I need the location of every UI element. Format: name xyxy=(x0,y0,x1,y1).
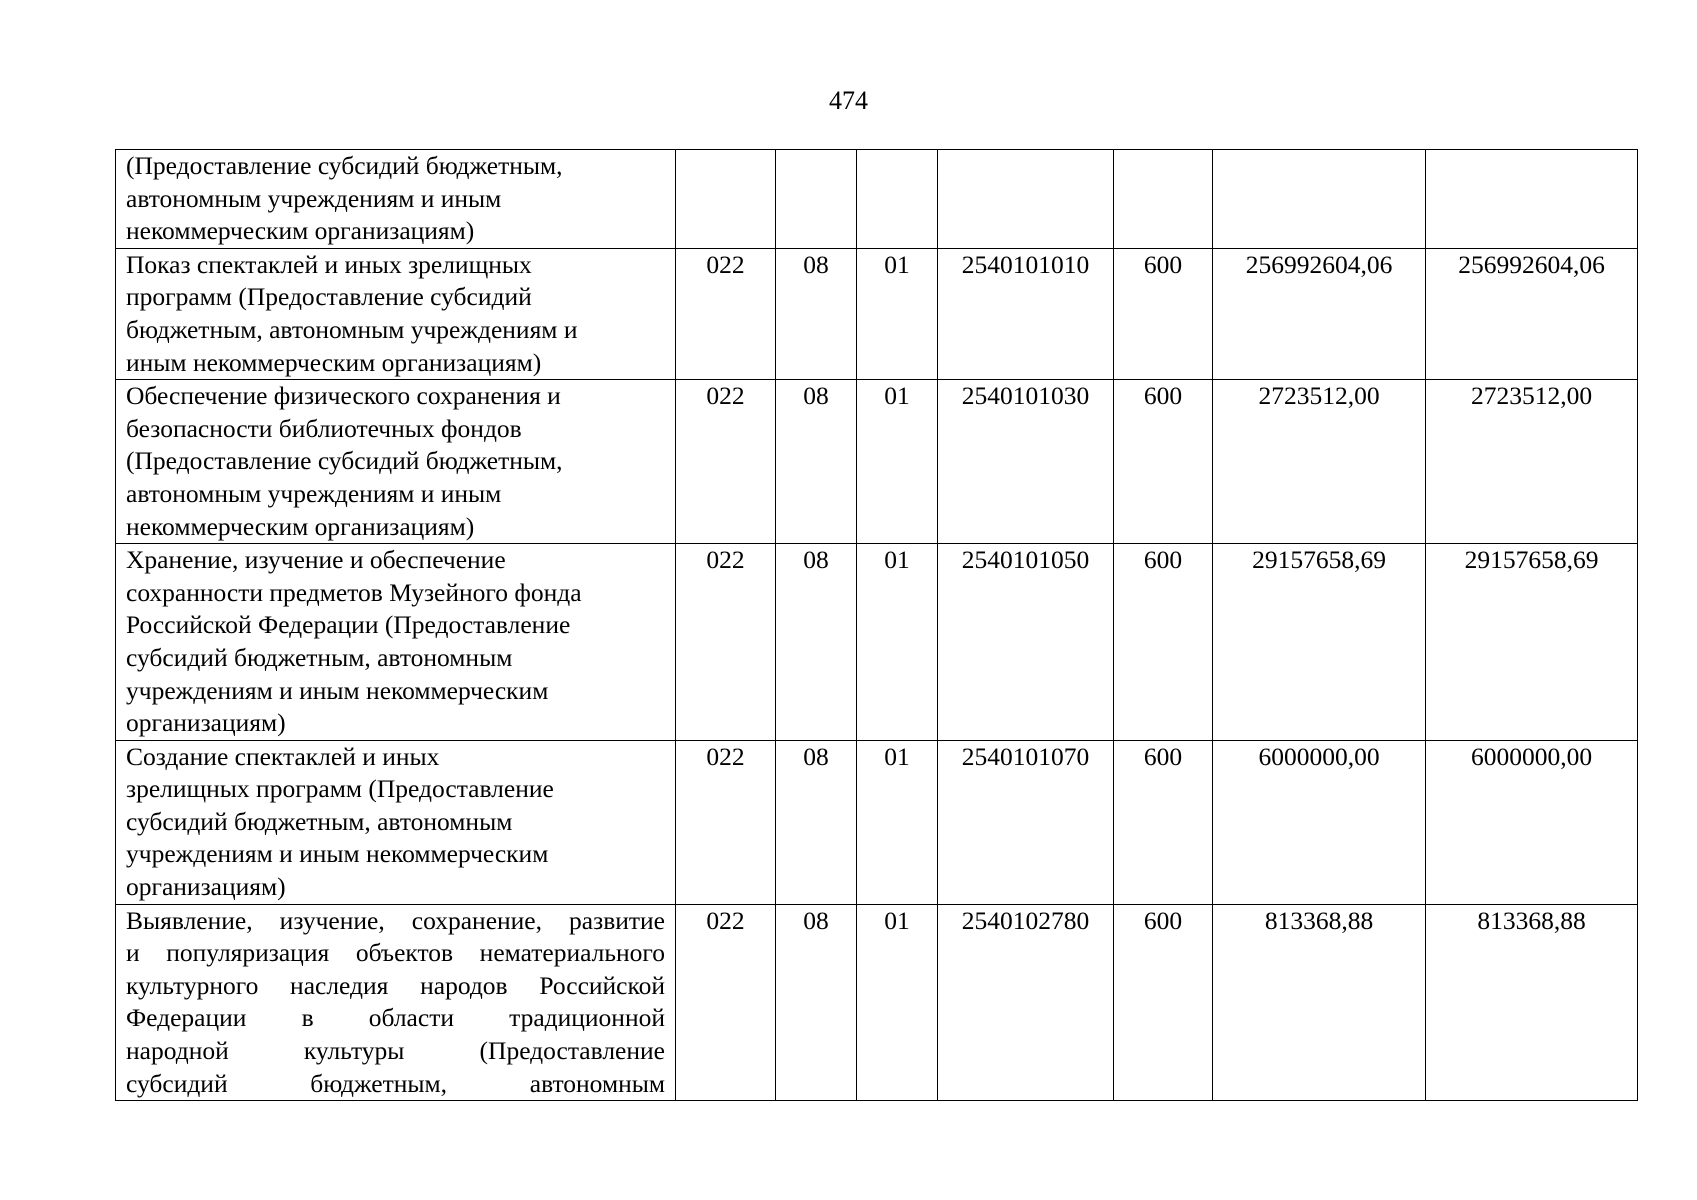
target-article-cell: 2540101030 xyxy=(938,380,1114,544)
expense-type-cell: 600 xyxy=(1114,544,1213,741)
description-line: Выявление, изучение, сохранение, развитие xyxy=(126,905,665,935)
description-line: Обеспечение физического сохранения и xyxy=(126,381,561,411)
description-line: Российской Федерации (Предоставление xyxy=(126,610,571,640)
table-body xyxy=(116,150,1638,1101)
amount-cell: 29157658,69 xyxy=(1426,544,1638,741)
description-line: иным некоммерческим организациям) xyxy=(126,347,542,377)
description-line: организациям) xyxy=(126,872,286,902)
description-line: (Предоставление субсидий бюджетным, xyxy=(126,151,563,180)
ministry-code-cell xyxy=(676,150,776,249)
row-description xyxy=(116,740,676,904)
description-line: культурного наследия народов Российской xyxy=(126,970,665,1000)
row-description xyxy=(116,150,676,249)
subsection-code-cell: 01 xyxy=(857,904,938,1101)
section-code-cell: 08 xyxy=(776,380,857,544)
description-line: некоммерческим организациям) xyxy=(126,511,475,541)
description-line: бюджетным, автономным учреждениям и xyxy=(126,314,578,344)
amount-cell: 6000000,00 xyxy=(1426,740,1638,904)
expense-type-cell: 600 xyxy=(1114,740,1213,904)
subsection-code-cell: 01 xyxy=(857,380,938,544)
table-row xyxy=(116,544,1638,741)
description-line: учреждениям и иным некоммерческим xyxy=(126,675,549,705)
ministry-code-cell: 022 xyxy=(676,380,776,544)
target-article-cell: 2540101010 xyxy=(938,248,1114,379)
amount-cell: 29157658,69 xyxy=(1213,544,1426,741)
amount-cell: 256992604,06 xyxy=(1426,248,1638,379)
table-row xyxy=(116,248,1638,379)
section-code-cell: 08 xyxy=(776,544,857,741)
amount-cell: 813368,88 xyxy=(1213,904,1426,1101)
description-line: безопасности библиотечных фондов xyxy=(126,413,522,443)
section-code-cell: 08 xyxy=(776,904,857,1101)
amount-cell: 2723512,00 xyxy=(1213,380,1426,544)
expense-type-cell: 600 xyxy=(1114,380,1213,544)
description-line: и популяризация объектов нематериального xyxy=(126,938,665,968)
subsection-code-cell: 01 xyxy=(857,248,938,379)
ministry-code-cell: 022 xyxy=(676,544,776,741)
expense-type-cell xyxy=(1114,150,1213,249)
description-line: субсидий бюджетным, автономным xyxy=(126,806,513,836)
section-code-cell xyxy=(776,150,857,249)
amount-cell xyxy=(1426,150,1638,249)
description-line: программ (Предоставление субсидий xyxy=(126,282,532,312)
amount-cell: 6000000,00 xyxy=(1213,740,1426,904)
target-article-cell: 2540101070 xyxy=(938,740,1114,904)
amount-cell xyxy=(1213,150,1426,249)
description-line: субсидий бюджетным, автономным xyxy=(126,642,513,672)
description-line: зрелищных программ (Предоставление xyxy=(126,774,554,804)
ministry-code-cell: 022 xyxy=(676,740,776,904)
section-code-cell: 08 xyxy=(776,248,857,379)
description-line: организациям) xyxy=(126,708,286,738)
subsection-code-cell: 01 xyxy=(857,740,938,904)
description-line: Хранение, изучение и обеспечение xyxy=(126,545,506,575)
description-line: сохранности предметов Музейного фонда xyxy=(126,577,582,607)
target-article-cell: 2540101050 xyxy=(938,544,1114,741)
table-row xyxy=(116,740,1638,904)
budget-table xyxy=(115,149,1638,1101)
table-row xyxy=(116,150,1638,249)
row-description xyxy=(116,380,676,544)
description-line: Федерации в области традиционной xyxy=(126,1003,665,1033)
description-line: субсидий бюджетным, автономным xyxy=(126,1068,665,1098)
target-article-cell: 2540102780 xyxy=(938,904,1114,1101)
subsection-code-cell xyxy=(857,150,938,249)
amount-cell: 256992604,06 xyxy=(1213,248,1426,379)
row-description xyxy=(116,248,676,379)
target-article-cell xyxy=(938,150,1114,249)
description-line: некоммерческим организациям) xyxy=(126,216,475,246)
description-line: автономным учреждениям и иным xyxy=(126,478,502,508)
description-line: Показ спектаклей и иных зрелищных xyxy=(126,249,532,279)
table-row xyxy=(116,380,1638,544)
description-line: Создание спектаклей и иных xyxy=(126,741,440,771)
description-line: народной культуры (Предоставление xyxy=(126,1036,665,1066)
ministry-code-cell: 022 xyxy=(676,248,776,379)
page-number: 474 xyxy=(829,86,868,115)
description-line: автономным учреждениям и иным xyxy=(126,183,502,213)
table-row xyxy=(116,904,1638,1101)
row-description xyxy=(116,904,676,1101)
row-description xyxy=(116,544,676,741)
expense-type-cell: 600 xyxy=(1114,248,1213,379)
expense-type-cell: 600 xyxy=(1114,904,1213,1101)
section-code-cell: 08 xyxy=(776,740,857,904)
subsection-code-cell: 01 xyxy=(857,544,938,741)
description-line: (Предоставление субсидий бюджетным, xyxy=(126,446,563,476)
amount-cell: 2723512,00 xyxy=(1426,380,1638,544)
ministry-code-cell: 022 xyxy=(676,904,776,1101)
description-line: учреждениям и иным некоммерческим xyxy=(126,839,549,869)
amount-cell: 813368,88 xyxy=(1426,904,1638,1101)
